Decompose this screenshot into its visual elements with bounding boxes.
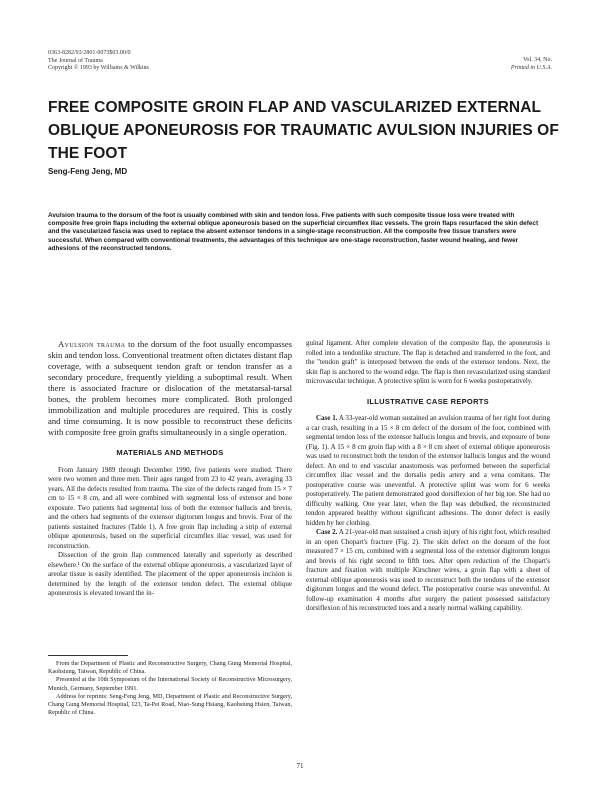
journal-header [48, 50, 149, 73]
page-number: 71 [296, 762, 304, 770]
footnote: Address for reprints: Seng-Feng Jeng, MD, Department of Plastic and Reconstructive Surgery, Chang Gung Memorial Hospital, 123, Ta-Pei Road, Niao-Sung Hsiang, Kaohsiung Hsien, Taiwan, Republic of China. [48, 692, 292, 717]
volume-header [511, 57, 552, 72]
case-report [306, 528, 550, 614]
article-title [48, 96, 559, 165]
intro-text: to the dorsum of the foot usually encompasses skin and tendon loss. Conventional treatment often dictates distant flap coverage, with a subsequent tendon graft or tendon transfer as a secondary procedure, frequently yielding a suboptimal result. When there is associated fracture or dislocation of the metatarsal-tarsal bones, the problem becomes more complicated. Both prolonged immobilization and multiple procedures are required. This is costly and time consuming. It is now possible to reconstruct these deficits with composite free groin grafts simultaneously in a single operation. [48, 339, 293, 437]
header-line: 0363-8282/93/2801-0073$03.00/0 [48, 50, 131, 56]
case-label: Case 1. [316, 414, 338, 422]
header-line: The Journal of Trauma [48, 57, 103, 64]
intro-lead: Avulsion trauma [58, 339, 126, 349]
body-paragraph: From January 1989 through December 1990, five patients were studied. There were two women and three men. Their ages ranged from 23 to 42 years, averaging 33 years. All the defects resulted from trauma. The size of the defects ranged from 15 × 7 cm to 15 × 8 cm, and all were combined with segmental loss of extensor and bone exposure. Two patients had segmental loss of both the extensor hallucis and brevis, and the others had segments of the extensor digitorum longus and brevis. Four of the patients sustained fractures (Table 1). A free groin flap including a strip of external oblique aponeurosis, based on the superficial circumflex iliac vessel, was used for reconstruction. [48, 465, 292, 550]
right-column [306, 339, 550, 614]
title-line: FREE COMPOSITE GROIN FLAP AND VASCULARIZED EXTERNAL [48, 99, 542, 116]
footnote: Presented at the 10th Symposium of the International Society of Reconstructive Microsurgery, Munich, Germany, September 1991. [48, 676, 292, 692]
header-line: Vol. 34, No. [522, 57, 552, 63]
abstract: Avulsion trauma to the dorsum of the foot is usually combined with skin and tendon loss. Five patients with such composite tissue loss were treated with composite free groin flaps including the external oblique aponeurosis based on the superficial circumflex iliac vessels. The groin flaps resurfaced the skin defect and the vascularized fascia was used to replace the absent extensor tendons in a single-stage reconstruction. All the composite free tissue transfers were successful. When compared with conventional treatments, the advantages of this technique are one-stage reconstruction, faster wound healing, and fewer adhesions of the reconstructed tendons. [48, 212, 539, 252]
case-label: Case 2. [316, 528, 338, 536]
intro-paragraph [48, 339, 292, 438]
header-line: Copyright © 1993 by Williams & Wilkins [48, 65, 149, 71]
body-paragraph: guinal ligament. After complete elevation of the composite flap, the aponeurosis is rolled into a tendonlike structure. The flap is detached and transferred to the foot, and the "tendon graft" is interposed between the ends of the extensor tendons. Next, the skin flap is anchored to the wound edge. The flap is then revascularized using standard microvascular technique. A protective splint is worn for 6 weeks postoperatively. [306, 339, 550, 385]
header-line: Printed in U.S.A. [510, 64, 552, 71]
section-heading: ILLUSTRATIVE CASE REPORTS [367, 396, 489, 406]
footnote-divider [48, 655, 128, 656]
author-name: Seng-Feng Jeng, MD [48, 167, 128, 176]
case-report [306, 414, 550, 528]
footnote: From the Department of Plastic and Reconstructive Surgery, Chang Gung Memorial Hospital, Kaohsiung, Taiwan, Republic of China. [48, 660, 292, 676]
body-paragraph: Dissection of the groin flap commenced laterally and superiorly as described elsewhere.¹ On the surface of the external oblique aponeurosis, a vascularized layer of areolar tissue is easily identified. The placement of the upper aponeurosis incision is determined by the length of the extensor tendon defect. The external oblique aponeurosis is elevated toward the in- [48, 551, 292, 597]
title-line: THE FOOT [48, 145, 128, 162]
footnotes [48, 655, 292, 717]
left-column [48, 339, 292, 599]
case-text: A 21-year-old man sustained a crush injury of his right foot, which resulted in an open Chopart's fracture (Fig. 2). The skin defect on the dorsum of the foot measured 7 × 15 cm, combined with a segmental loss of the extensor digitorum longus and brevis of his right second to fifth toes. After open reduction of the Chopart's fracture and fixation with multiple Kirschner wires, a groin flap with a sheet of external oblique aponeurosis was used to reconstruct both the tendons of the extensor digitorum longus and the wound defect. The postoperative course was uneventful. At follow-up examination 4 months after surgery the patient possessed satisfactory dorsiflexion of his reconstructed toes and a nearly normal walking capability. [306, 528, 550, 612]
case-text: A 33-year-old woman sustained an avulsion trauma of her right foot during a car crash, resulting in a 15 × 8 cm defect of the dorsum of the foot, combined with segmental tendon loss of the extensor hallucis longus and brevis, and exposure of bone (Fig. 1). A 15 × 8 cm groin flap with a 8 × 8 cm sheet of external oblique aponeurosis was used to reconstruct both the tendon of the extensor hallucis longus and the wound defect. An end to end vascular anastomosis was performed between the superficial circumflex iliac vessel and the dorsalis pedis artery and a vena comitans. The postoperative course was uneventful. A protective splint was worn for 6 weeks postoperatively. The patient demonstrated good dorsiflexion of her big toe. She had no difficulty walking. One year later, when the flap was debulked, the reconstructed tendon appeared healthy without significant adhesions. The donor defect is easily hidden by her clothing. [306, 414, 550, 527]
title-line: OBLIQUE APONEUROSIS FOR TRAUMATIC AVULSION INJURIES OF [48, 122, 559, 139]
section-heading: MATERIALS AND METHODS [116, 448, 224, 457]
